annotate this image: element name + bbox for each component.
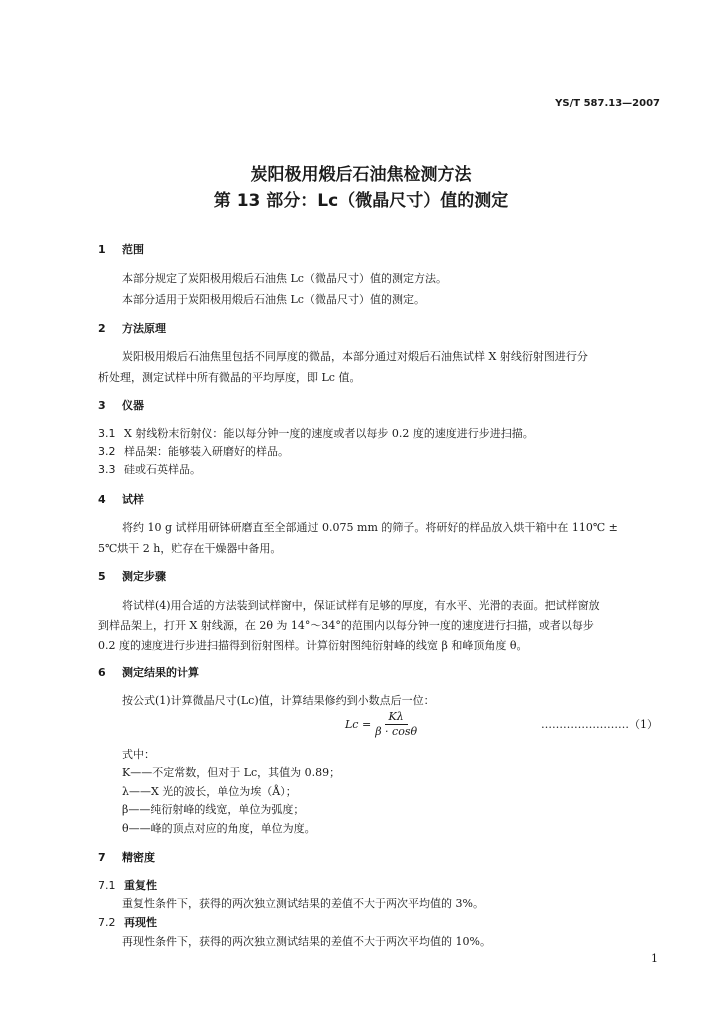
section-7-heading xyxy=(98,849,155,865)
where-item-4: θ——峰的顶点对应的角度，单位为度。 xyxy=(122,822,316,835)
section-4-heading xyxy=(98,491,144,507)
section-1-heading xyxy=(98,241,144,257)
formula-number: ……………………（1） xyxy=(541,718,658,731)
where-item-1: K——不定常数，但对于 Lc，其值为 0.89； xyxy=(122,766,341,779)
section-2-heading xyxy=(98,320,166,336)
subsection-7-2-text: 再现性条件下，获得的两次独立测试结果的差值不大于两次平均值的 10%。 xyxy=(122,935,491,948)
document-title-line1: 炭阳极用煅后石油焦检测方法 xyxy=(250,165,472,185)
section-3-heading xyxy=(98,397,144,413)
subsection-7-1-heading: 7.1 重复性 xyxy=(98,879,157,892)
formula-lhs: Lc = xyxy=(345,718,372,731)
section-number: 4 xyxy=(98,493,106,506)
item-3-2: 3.2 样品架：能够装入研磨好的样品。 xyxy=(98,445,289,458)
section-title: 测定步骤 xyxy=(122,570,166,583)
section-number: 7 xyxy=(98,851,106,864)
document-title-line2: 第 13 部分：Lc（微晶尺寸）值的测定 xyxy=(213,191,509,211)
section-title: 范围 xyxy=(122,243,144,256)
section-5-line-1: 将试样(4)用合适的方法装到试样窗中，保证试样有足够的厚度，有水平、光滑的表面。把试样窗放 xyxy=(122,599,600,612)
subsection-7-1-text: 重复性条件下，获得的两次独立测试结果的差值不大于两次平均值的 3%。 xyxy=(122,897,484,910)
section-title: 精密度 xyxy=(122,851,155,864)
section-number: 6 xyxy=(98,666,106,679)
item-3-1: 3.1 X 射线粉末衍射仪：能以每分钟一度的速度或者以每步 0.2 度的速度进行步进扫描。 xyxy=(98,427,534,440)
formula-denominator: β · cosθ xyxy=(375,725,418,738)
formula-numerator: Kλ xyxy=(385,710,408,725)
section-5-line-3: 0.2 度的速度进行步进扫描得到衍射图样。计算衍射图纯衍射峰的线宽 β 和峰顶角度 θ。 xyxy=(98,639,528,652)
section-title: 测定结果的计算 xyxy=(122,666,199,679)
item-3-3: 3.3 硅或石英样品。 xyxy=(98,463,201,476)
where-label: 式中： xyxy=(122,748,155,761)
section-number: 2 xyxy=(98,322,106,335)
subsection-7-2-heading: 7.2 再现性 xyxy=(98,916,157,929)
section-4-line-1: 将约 10 g 试样用研钵研磨直至全部通过 0.075 mm 的筛子。将研好的样品放入烘干箱中在 110℃ ± xyxy=(122,521,618,534)
standard-number: YS/T 587.13—2007 xyxy=(555,98,660,109)
section-6-line-1: 按公式(1)计算微晶尺寸(Lc)值，计算结果修约到小数点后一位： xyxy=(122,694,435,707)
section-5-heading xyxy=(98,568,166,584)
section-title: 仪器 xyxy=(122,399,144,412)
section-title: 试样 xyxy=(122,493,144,506)
section-number: 1 xyxy=(98,243,106,256)
where-item-2: λ——X 光的波长，单位为埃（Å）； xyxy=(122,785,297,798)
section-2-line-1: 炭阳极用煅后石油焦里包括不同厚度的微晶，本部分通过对煅后石油焦试样 X 射线衍射图进行分 xyxy=(122,350,588,363)
formula-fraction xyxy=(375,710,417,739)
section-number: 5 xyxy=(98,570,106,583)
section-2-line-2: 析处理，测定试样中所有微晶的平均厚度，即 Lc 值。 xyxy=(98,371,361,384)
formula xyxy=(345,710,417,739)
section-title: 方法原理 xyxy=(122,322,166,335)
section-5-line-2: 到样品架上，打开 X 射线源，在 2θ 为 14°～34°的范围内以每分钟一度的速度进行扫描，或者以每步 xyxy=(98,619,594,632)
section-6-heading xyxy=(98,664,199,680)
section-1-line-1: 本部分规定了炭阳极用煅后石油焦 Lc（微晶尺寸）值的测定方法。 xyxy=(122,272,447,285)
page-number: 1 xyxy=(651,952,658,965)
section-4-line-2: 5℃烘干 2 h，贮存在干燥器中备用。 xyxy=(98,542,282,555)
section-number: 3 xyxy=(98,399,106,412)
section-1-line-2: 本部分适用于炭阳极用煅后石油焦 Lc（微晶尺寸）值的测定。 xyxy=(122,293,425,306)
where-item-3: β——纯衍射峰的线宽，单位为弧度； xyxy=(122,803,305,816)
